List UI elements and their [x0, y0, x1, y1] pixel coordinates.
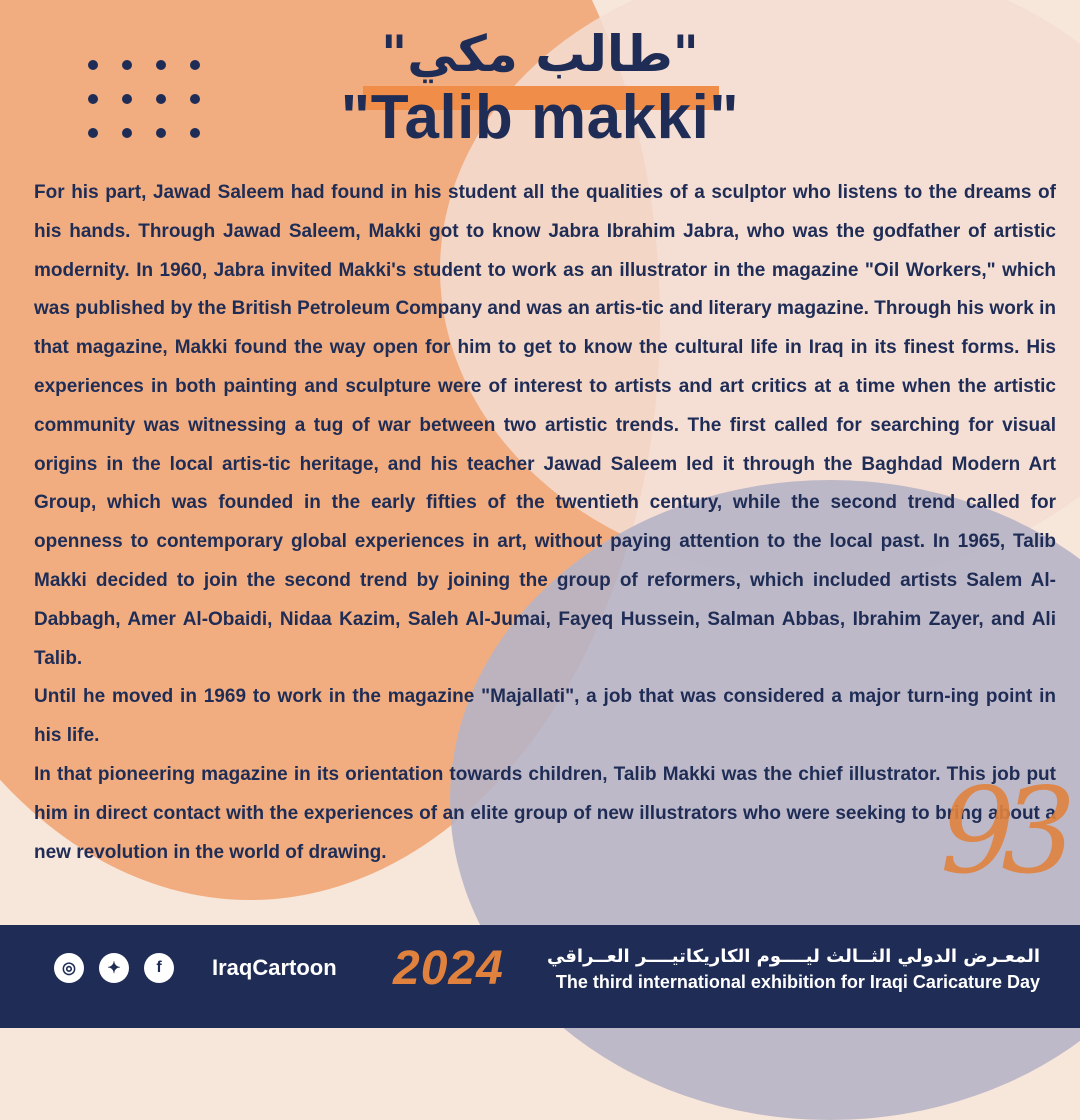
- title-english: "Talib makki": [340, 83, 740, 152]
- page-number: 93: [940, 762, 1063, 900]
- article-body: [34, 174, 1056, 872]
- year-label: 2024: [393, 942, 504, 995]
- paragraph-3: In that pioneering magazine in its orientation towards children, Talib Makki was the chief illustrator. This job put him in direct contact with the experiences of an elite group of new illustrators who were seeking to bring about a new revolution in the world of drawing.: [34, 763, 1056, 863]
- exhibition-title-english: The third international exhibition for Iraqi Caricature Day: [555, 972, 1040, 992]
- social-handle: IraqCartoon: [212, 955, 337, 980]
- twitter-icon[interactable]: ✦: [99, 953, 129, 983]
- exhibition-title-arabic: المعـرض الدولي الثــالث ليــــوم الكاريكاتيــــر العــراقي: [546, 946, 1040, 967]
- title-english-wrap: [341, 82, 739, 154]
- footer-bar: [0, 925, 1080, 1028]
- title-arabic: "طالب مكي": [381, 25, 699, 83]
- social-links: [54, 953, 174, 983]
- facebook-icon[interactable]: f: [144, 953, 174, 983]
- paragraph-1: For his part, Jawad Saleem had found in his student all the qualities of a sculptor who listens to the dreams of his hands. Through Jawad Saleem, Makki got to know Jabra Ibrahim Jabra, who was the godfather of artistic modernity. In 1960, Jabra invited Makki's student to work as an illustrator in the magazine "Oil Workers," which was published by the British Petroleum Company and was an artis-tic and literary magazine. Through his work in that magazine, Makki found the way open for him to get to know the cultural life in Iraq in its finest forms. His experiences in both painting and sculpture were of interest to artists and art critics at a time when the artistic community was witnessing a tug of war between two artistic trends. The first called for searching for visual origins in the local artis-tic heritage, and his teacher Jawad Saleem led it through the Baghdad Modern Art Group, which was founded in the early fifties of the twentieth century, while the second trend called for openness to contemporary global experiences in art, without paying attention to the local past. In 1965, Talib Makki decided to join the second trend by joining the group of reformers, which included artists Salem Al-Dabbagh, Amer Al-Obaidi, Nidaa Kazim, Saleh Al-Jumai, Fayeq Hussein, Salman Abbas, Ibrahim Zayer, and Ali Talib.: [34, 182, 1056, 669]
- title-block: [0, 22, 1080, 154]
- instagram-icon[interactable]: ◎: [54, 953, 84, 983]
- paragraph-2: Until he moved in 1969 to work in the magazine "Majallati", a job that was considered a major turn-ing point in his life.: [34, 686, 1056, 747]
- exhibition-title: [547, 945, 1040, 995]
